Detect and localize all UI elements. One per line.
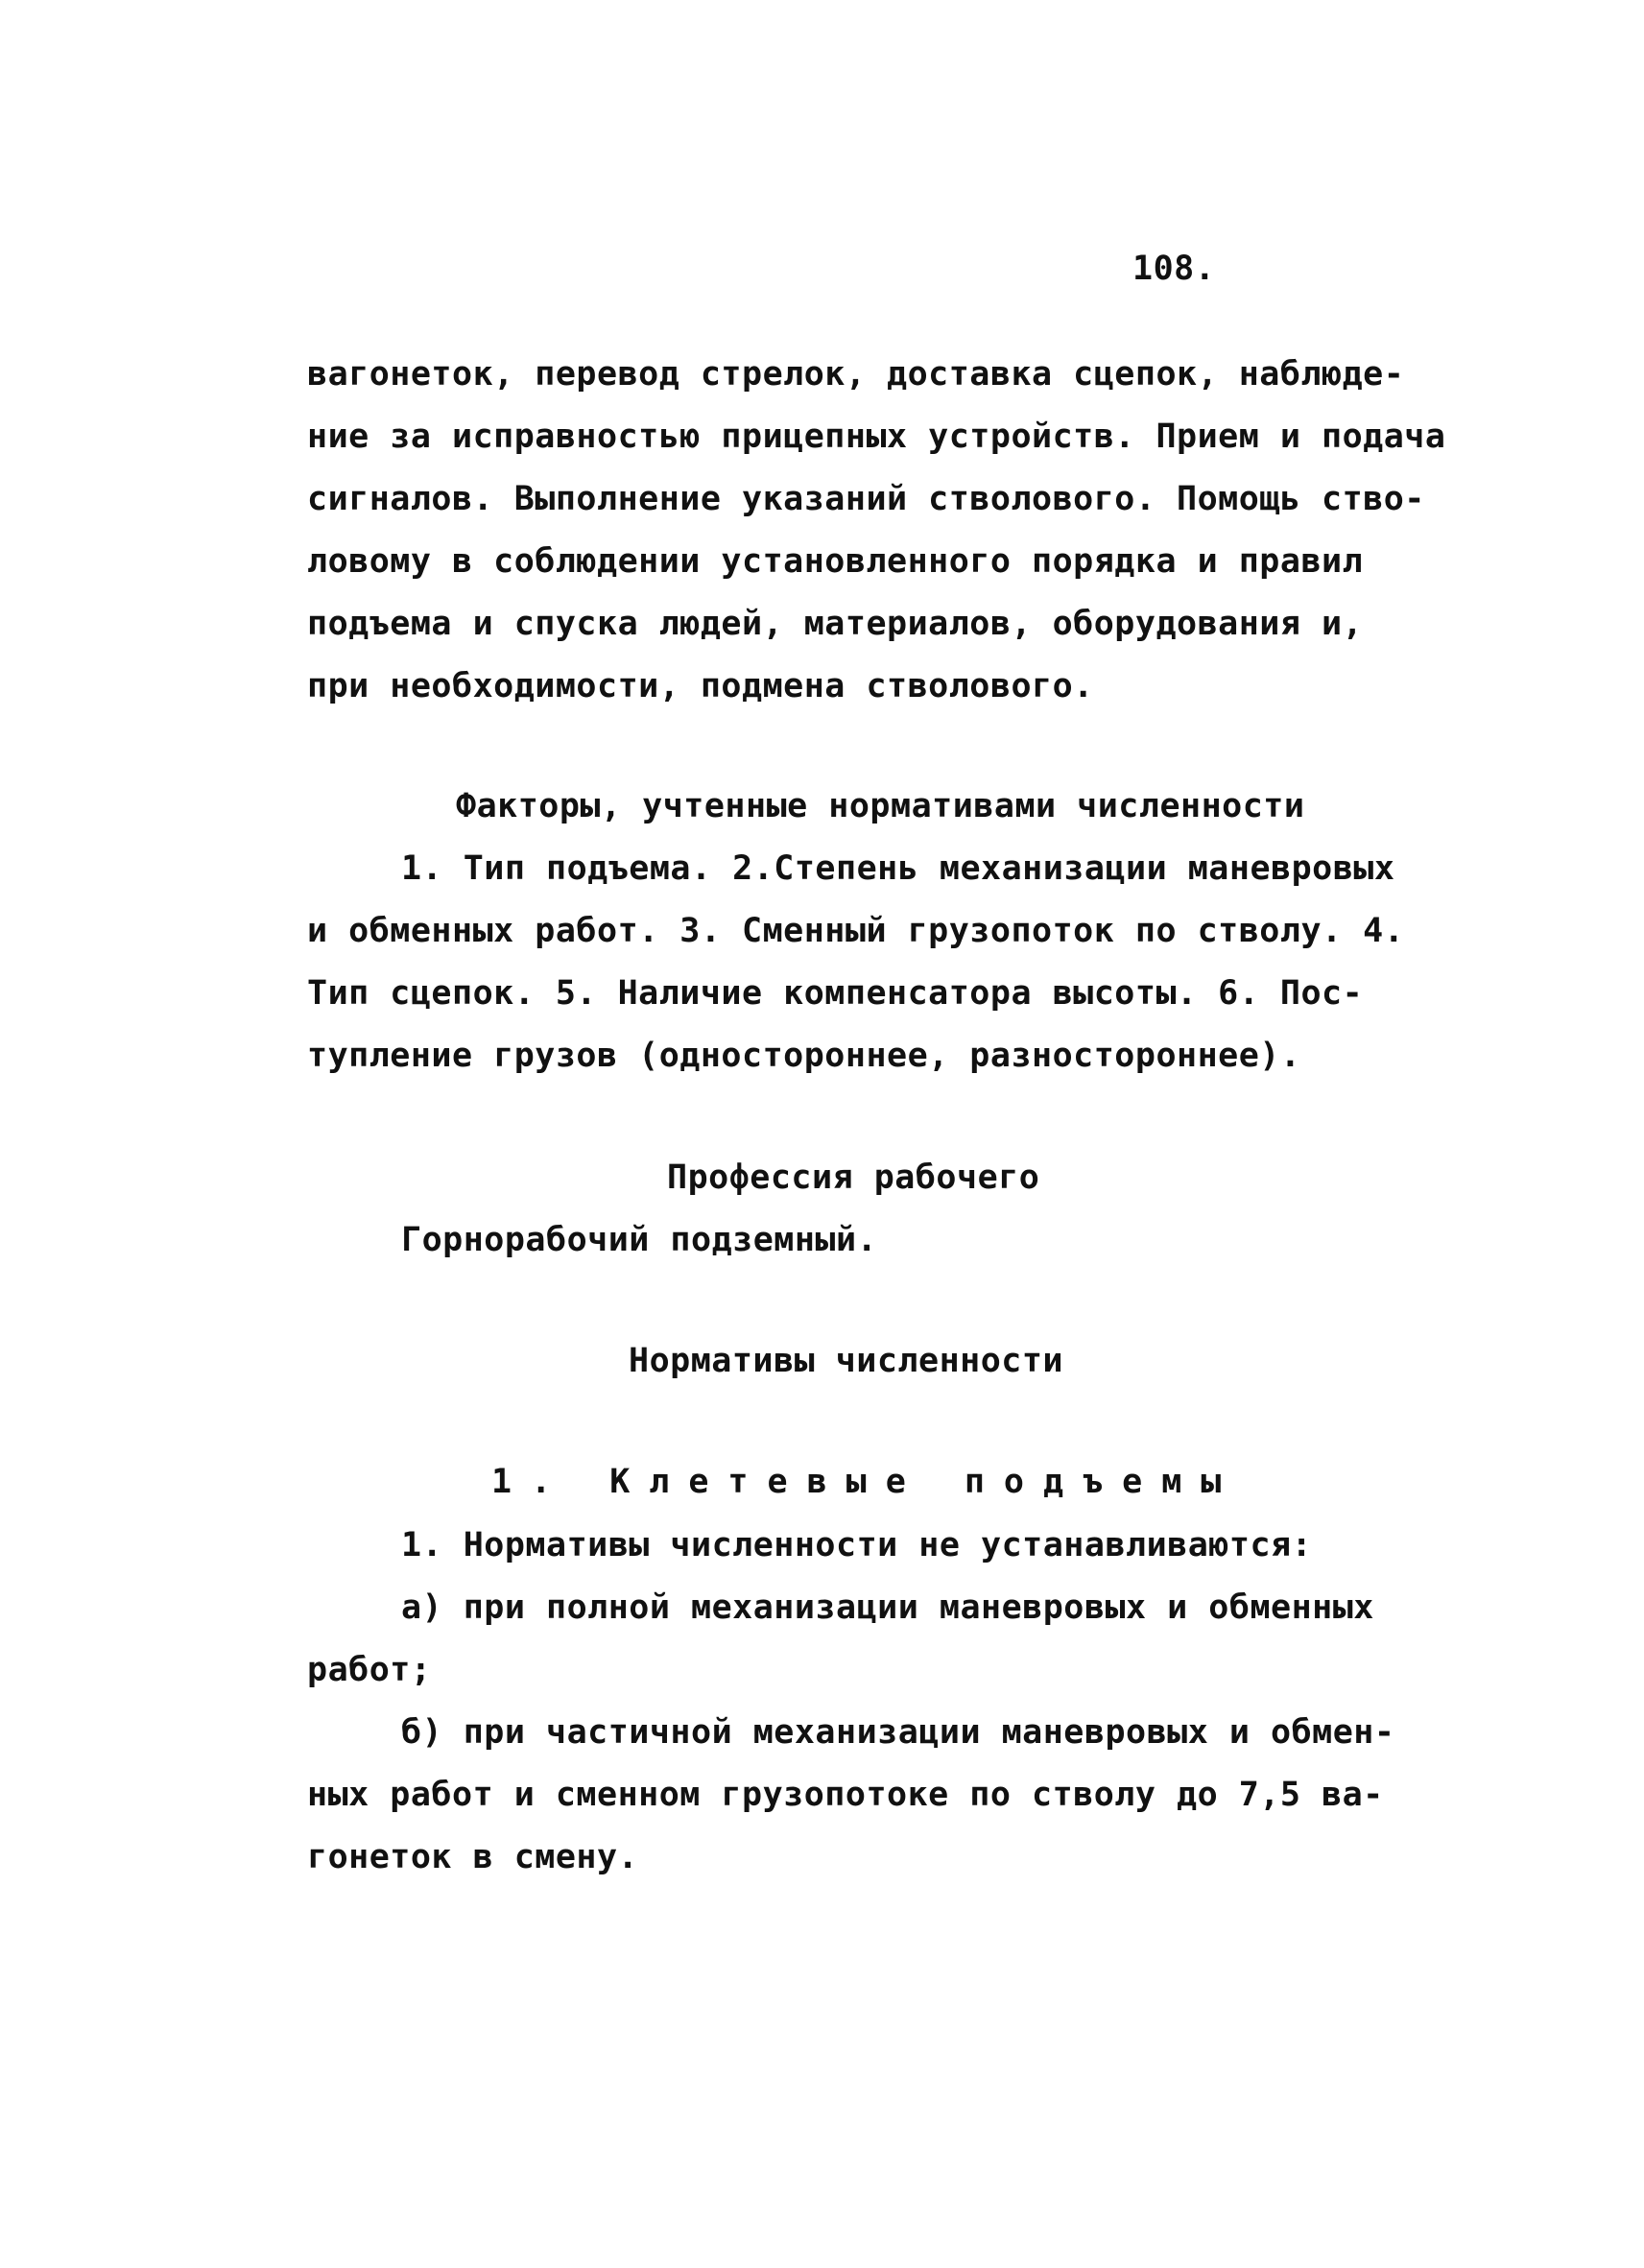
factors-line-1: 1. Тип подъема. 2.Степень механизации маневровых	[401, 849, 1395, 888]
norms-line-1: 1. Нормативы численности не устанавливаются:	[401, 1526, 1313, 1564]
norms-subheading: 1. Клетевые подъемы	[491, 1463, 1241, 1501]
duties-line-4: ловому в соблюдении установленного порядка и правил	[307, 542, 1364, 581]
factors-line-2: и обменных работ. 3. Сменный грузопоток по стволу. 4.	[307, 912, 1405, 950]
factors-line-3: Тип сцепок. 5. Наличие компенсатора высоты. 6. Пос-	[307, 974, 1364, 1013]
duties-line-2: ние за исправностью прицепных устройств. Прием и подача	[307, 418, 1446, 456]
norms-line-6: гонеток в смену.	[307, 1838, 639, 1876]
duties-line-5: подъема и спуска людей, материалов, оборудования и,	[307, 605, 1364, 643]
norms-line-4: б) при частичной механизации маневровых и обмен-	[401, 1713, 1395, 1752]
norms-line-5: ных работ и сменном грузопотоке по стволу до 7,5 ва-	[307, 1776, 1384, 1814]
duties-line-3: сигналов. Выполнение указаний стволового. Помощь ство-	[307, 480, 1425, 518]
norms-line-3: работ;	[307, 1651, 432, 1689]
duties-line-1: вагонеток, перевод стрелок, доставка сцепок, наблюде-	[307, 355, 1405, 394]
factors-heading: Факторы, учтенные нормативами численности	[456, 787, 1305, 825]
norms-line-2: а) при полной механизации маневровых и обменных	[401, 1588, 1374, 1627]
profession-text: Горнорабочий подземный.	[401, 1221, 878, 1259]
duties-line-6: при необходимости, подмена стволового.	[307, 667, 1094, 705]
norms-heading: Нормативы численности	[629, 1342, 1064, 1380]
page-number: 108.	[1132, 250, 1216, 288]
factors-line-4: тупление грузов (одностороннее, разностороннее).	[307, 1037, 1301, 1075]
profession-heading: Профессия рабочего	[667, 1158, 1040, 1197]
